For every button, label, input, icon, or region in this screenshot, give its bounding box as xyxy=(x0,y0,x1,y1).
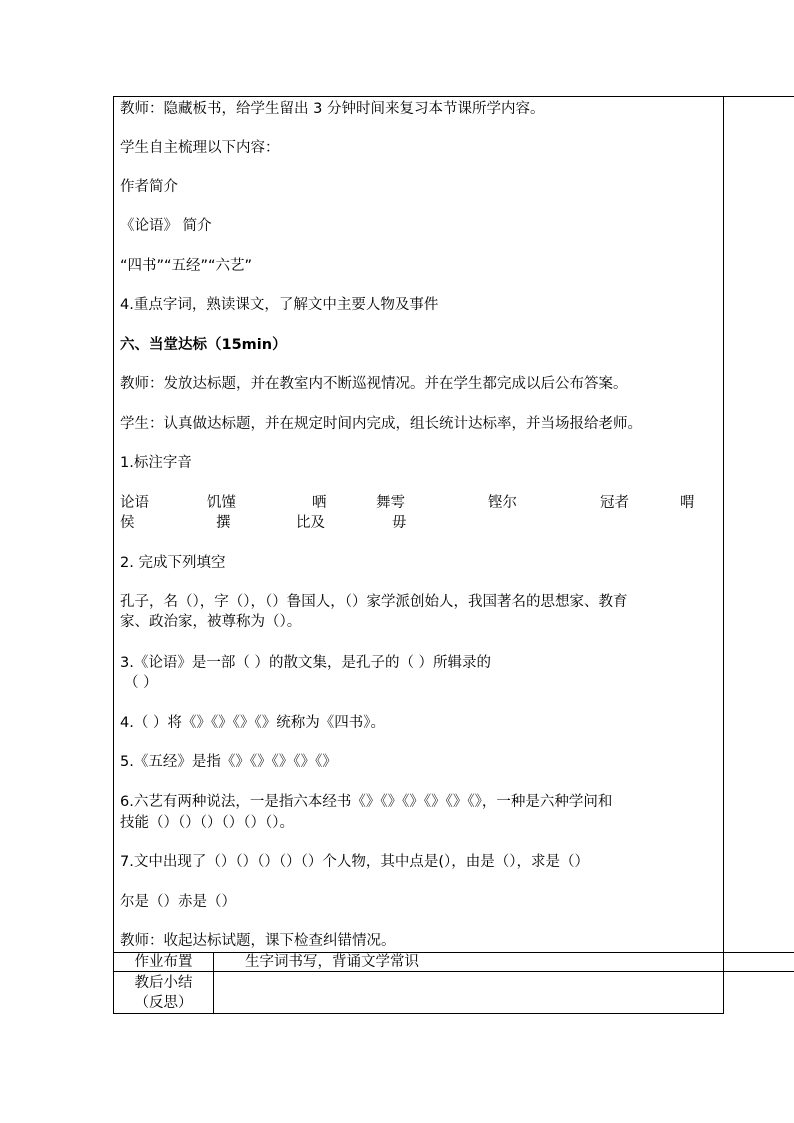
teacher-assessment-line: 教师：发放达标题，并在教室内不断巡视情况。并在学生都完成以后公布答案。 xyxy=(120,376,628,392)
question-7-line-2: 尔是（）赤是（） xyxy=(120,894,236,910)
pinyin-word: 哂 xyxy=(312,495,327,511)
pinyin-word: 舞雩 xyxy=(376,495,405,511)
section-six-heading: 六、当堂达标（15min） xyxy=(120,337,287,353)
student-review-line: 学生自主梳理以下内容： xyxy=(120,140,280,156)
homework-label: 作业布置 xyxy=(134,954,193,970)
table-left-border xyxy=(113,96,114,1014)
homework-content: 生字词书写，背诵文学常识 xyxy=(245,954,419,970)
review-item-keywords: 4.重点字词，熟读课文，了解文中主要人物及事件 xyxy=(120,297,439,313)
question-6-line-1: 6.六艺有两种说法，一是指六本经书《》《》《》《》《》《》，一种是六种学问和 xyxy=(120,794,613,810)
review-item-classics: “四书”“五经”“六艺” xyxy=(120,258,253,274)
reflection-row-top-border xyxy=(113,971,794,972)
question-2-line-2: 家、政治家，被尊称为（）。 xyxy=(120,614,302,630)
pinyin-word: 喟 xyxy=(680,495,695,511)
reflection-label-line-1: 教后小结 xyxy=(134,975,193,991)
question-7-line-1: 7.文中出现了（）（）（）（）（）个人物，其中点是(），由是（），求是（） xyxy=(120,854,589,870)
review-item-lunyu: 《论语》 简介 xyxy=(120,218,212,234)
reflection-label-line-2: （反思） xyxy=(134,995,193,1011)
pinyin-word: 撰 xyxy=(216,515,231,531)
homework-row-top-border xyxy=(113,952,794,953)
table-top-border xyxy=(113,96,794,97)
teacher-collect-line: 教师：收起达标试题，课下检查纠错情况。 xyxy=(120,933,396,949)
question-3-line-2: （ ） xyxy=(124,675,158,691)
question-3-line-1: 3.《论语》是一部（ ）的散文集，是孔子的（ ）所辑录的 xyxy=(120,655,492,671)
label-column-border xyxy=(213,952,214,1013)
pinyin-word: 饥馑 xyxy=(207,495,236,511)
pinyin-word: 侯 xyxy=(120,515,135,531)
table-main-right-border xyxy=(723,96,724,1014)
pinyin-word: 比及 xyxy=(296,515,325,531)
question-2-title: 2. 完成下列填空 xyxy=(120,555,226,571)
question-6-line-2: 技能（）（）（）（）（）（）。 xyxy=(120,815,294,831)
pinyin-word: 铿尔 xyxy=(488,495,517,511)
pinyin-word: 毋 xyxy=(392,515,407,531)
review-item-author: 作者简介 xyxy=(120,179,178,195)
pinyin-word: 论语 xyxy=(120,495,149,511)
question-5: 5.《五经》是指《》《》《》《》《》 xyxy=(120,754,337,770)
pinyin-word: 冠者 xyxy=(600,495,629,511)
question-1-title: 1.标注字音 xyxy=(120,455,192,471)
teacher-review-line: 教师：隐藏板书，给学生留出 3 分钟时间来复习本节课所学内容。 xyxy=(120,101,545,117)
question-2-line-1: 孔子，名（），字（），（）鲁国人，（）家学派创始人，我国著名的思想家、教育 xyxy=(120,594,628,610)
table-bottom-border xyxy=(113,1013,724,1014)
question-4: 4.（ ）将《》《》《》《》统称为《四书》。 xyxy=(120,715,385,731)
student-assessment-line: 学生：认真做达标题，并在规定时间内完成，组长统计达标率，并当场报给老师。 xyxy=(120,416,642,432)
